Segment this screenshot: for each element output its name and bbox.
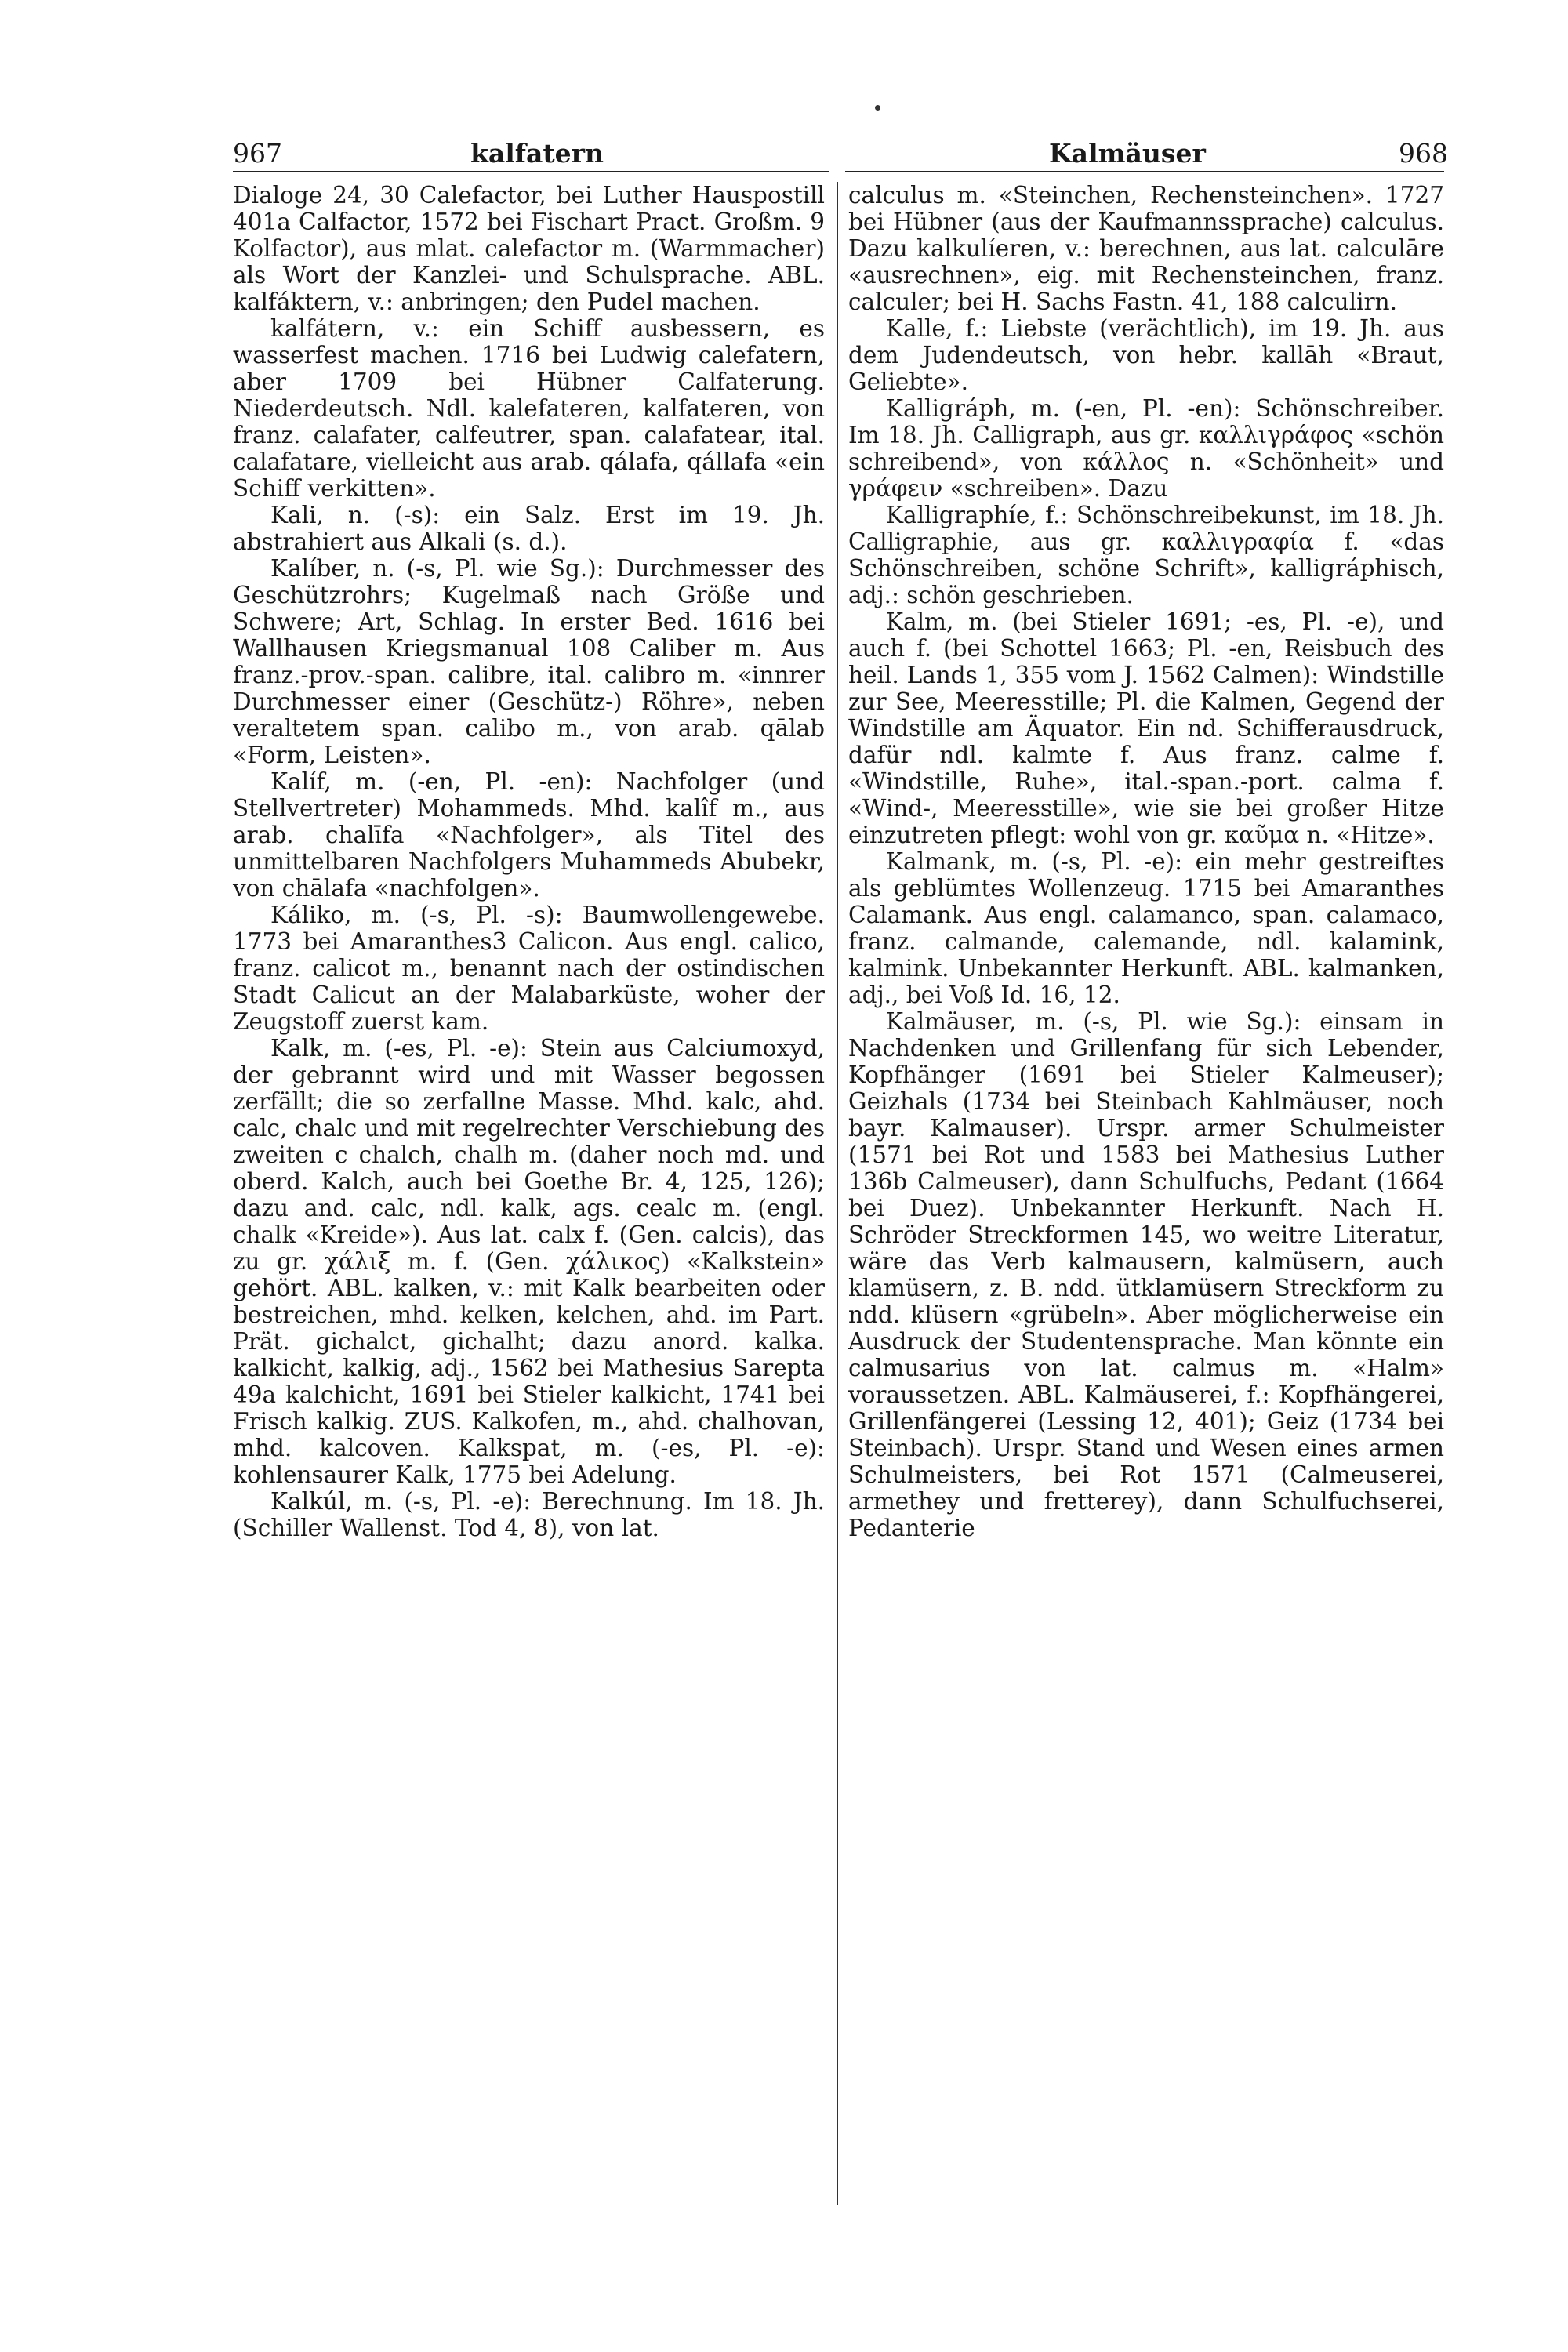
right-guide-word-text: Kalmäuser [1049, 138, 1206, 169]
entry-kalk: Kalk, m. (-es, Pl. -e): Stein aus Calciumoxyd, der gebrannt wird und mit Wasser begossen zerfällt; die so zerfallne Masse. Mhd. kalc, ahd. calc, chalc und mit regelrechter Verschiebung des zweiten c chalch, chalh m. (daher noch md. und oberd. Kalch, auch bei Goethe Br. 4, 125, 126); dazu and. calc, ndl. kalk, ags. cealc m. (engl. chalk «Kreide»). Aus lat. calx f. (Gen. calcis), das zu gr. χάλιξ m. f. (Gen. χάλικος) «Kalkstein» gehört. ABL. kalken, v.: mit Kalk bearbeiten oder bestreichen, mhd. kelken, kelchen, ahd. im Part. Prät. gichalct, gichalht; dazu anord. kalka. kalkicht, kalkig, adj., 1562 bei Mathesius Sarepta 49a kalchicht, 1691 bei Stieler kalkicht, 1741 bei Frisch kalkig. ZUS. Kalkofen, m., ahd. chalhovan, mhd. kalcoven. Kalkspat, m. (-es, Pl. -e): kohlensaurer Kalk, 1775 bei Adelung. [233, 1035, 825, 1488]
entry-kalmaeuser: Kalmäuser, m. (-s, Pl. wie Sg.): einsam in Nachdenken und Grillenfang für sich Lebender, Kopfhänger (1691 bei Stieler Kalmeuser); Geizhals (1734 bei Steinbach Kahlmäuser, noch bayr. Kalmauser). Urspr. armer Schulmeister (1571 bei Rot und 1583 bei Mathesius Luther 136b Calmeuser), dann Schulfuchs, Pedant (1664 bei Duez). Unbekannter Herkunft. Nach H. Schröder Streckformen 145, wo weitre Literatur, wäre das Verb kalmausern, kalmüsern, auch klamüsern, z. B. ndd. ütklamüsern Streckform zu ndd. klüsern «grübeln». Aber möglicherweise ein Ausdruck der Studentensprache. Man könnte ein calmusarius von lat. calmus m. «Halm» voraussetzen. ABL. Kalmäuserei, f.: Kopfhängerei, Grillenfängerei (Lessing 12, 401); Geiz (1734 bei Steinbach). Urspr. Stand und Wesen eines armen Schulmeisters, bei Rot 1571 (Calmeuserei, armethey und fretterey), dann Schulfuchserei, Pedanterie [848, 1008, 1444, 1541]
entry-kalle: Kalle, f.: Liebste (verächtlich), im 19. Jh. aus dem Judendeutsch, von hebr. kallāh «Braut, Geliebte». [848, 315, 1444, 395]
left-page-number: 967 [233, 138, 282, 169]
entry-kalkul: Kalkúl, m. (-s, Pl. -e): Berechnung. Im 18. Jh. (Schiller Wallenst. Tod 4, 8), von lat. [233, 1488, 825, 1541]
entry-kalif: Kalíf, m. (-en, Pl. -en): Nachfolger (und Stellvertreter) Mohammeds. Mhd. kalîf m., aus arab. chalīfa «Nachfolger», als Titel des unmittelbaren Nachfolgers Muhammeds Abubekr, von chālafa «nachfolgen». [233, 768, 825, 902]
entry-kalligraph: Kalligráph, m. (-en, Pl. -en): Schönschreiber. Im 18. Jh. Calligraph, aus gr. καλλιγράφος «schön schreibend», von κάλλος n. «Schönheit» und γράφειν «schreiben». Dazu [848, 395, 1444, 502]
column-divider [837, 182, 838, 2205]
entry-kalmank: Kalmank, m. (-s, Pl. -e): ein mehr gestreiftes als geblümtes Wollenzeug. 1715 bei Amaranthes Calamank. Aus engl. calamanco, span. calamaco, franz. calmande, calemande, ndl. kalamink, kalmink. Unbekannter Herkunft. ABL. kalmanken, adj., bei Voß Id. 16, 12. [848, 848, 1444, 1008]
right-page-number: 968 [1399, 138, 1448, 169]
entry-kalm: Kalm, m. (bei Stieler 1691; -es, Pl. -e), und auch f. (bei Schottel 1663; Pl. -en, Reisbuch des heil. Lands 1, 355 vom J. 1562 Calmen): Windstille zur See, Meeresstille; Pl. die Kalmen, Gegend der Windstille am Äquator. Ein nd. Schifferausdruck, dafür ndl. kalmte f. Aus franz. calme f. «Windstille, Ruhe», ital.-span.-port. calma f. «Wind-, Meeresstille», wie sie bei großer Hitze einzutreten pflegt: wohl von gr. καῦμα n. «Hitze». [848, 608, 1444, 848]
entry-kalkul-cont: calculus m. «Steinchen, Rechensteinchen». 1727 bei Hübner (aus der Kaufmannssprache) calculus. Dazu kalkulíeren, v.: berechnen, aus lat. calculāre «ausrechnen», eig. mit Rechensteinchen, franz. calculer; bei H. Sachs Fastn. 41, 188 calculirn. [848, 182, 1444, 315]
entry-kalfactor-cont: Dialoge 24, 30 Calefactor, bei Luther Hauspostill 401a Calfactor, 1572 bei Fischart Pract. Großm. 9 Kolfactor), aus mlat. calefactor m. (Warmmacher) als Wort der Kanzlei- und Schulsprache. ABL. kalfáktern, v.: anbringen; den Pudel machen. [233, 182, 825, 315]
entry-kaliko: Káliko, m. (-s, Pl. -s): Baumwollengewebe. 1773 bei Amaranthes3 Calicon. Aus engl. calico, franz. calicot m., benannt nach der ostindischen Stadt Calicut an der Malabarküste, woher der Zeugstoff zuerst kam. [233, 902, 825, 1035]
entry-kalfatern: kalfátern, v.: ein Schiff ausbessern, es wasserfest machen. 1716 bei Ludwig calefatern, aber 1709 bei Hübner Calfaterung. Niederdeutsch. Ndl. kalefateren, kalfateren, von franz. calafater, calfeutrer, span. calafatear, ital. calafatare, vielleicht aus arab. qálafa, qállafa «ein Schiff verkitten». [233, 315, 825, 502]
left-column [233, 182, 825, 1541]
right-column [848, 182, 1444, 1541]
left-guide-word [470, 138, 604, 169]
entry-kalligraphie: Kalligraphíe, f.: Schönschreibekunst, im 18. Jh. Calligraphie, aus gr. καλλιγραφία f. «das Schönschreiben, schöne Schrift», kalligráphisch, adj.: schön geschrieben. [848, 502, 1444, 608]
left-guide-word-text: kalfatern [470, 138, 604, 169]
entry-kali: Kali, n. (-s): ein Salz. Erst im 19. Jh. abstrahiert aus Alkali (s. d.). [233, 502, 825, 555]
right-guide-word [1049, 138, 1206, 169]
page-dot-mark [875, 105, 880, 111]
entry-kaliber: Kalíber, n. (-s, Pl. wie Sg.): Durchmesser des Geschützrohrs; Kugelmaß nach Größe und Schwere; Art, Schlag. In erster Bed. 1616 bei Wallhausen Kriegsmanual 108 Caliber m. Aus franz.-prov.-span. calibre, ital. calibro m. «innrer Durchmesser einer (Geschütz-) Röhre», neben veraltetem span. calibo m., von arab. qālab «Form, Leisten». [233, 555, 825, 768]
header-rule-right [845, 171, 1444, 172]
header-rule-left [233, 171, 829, 172]
